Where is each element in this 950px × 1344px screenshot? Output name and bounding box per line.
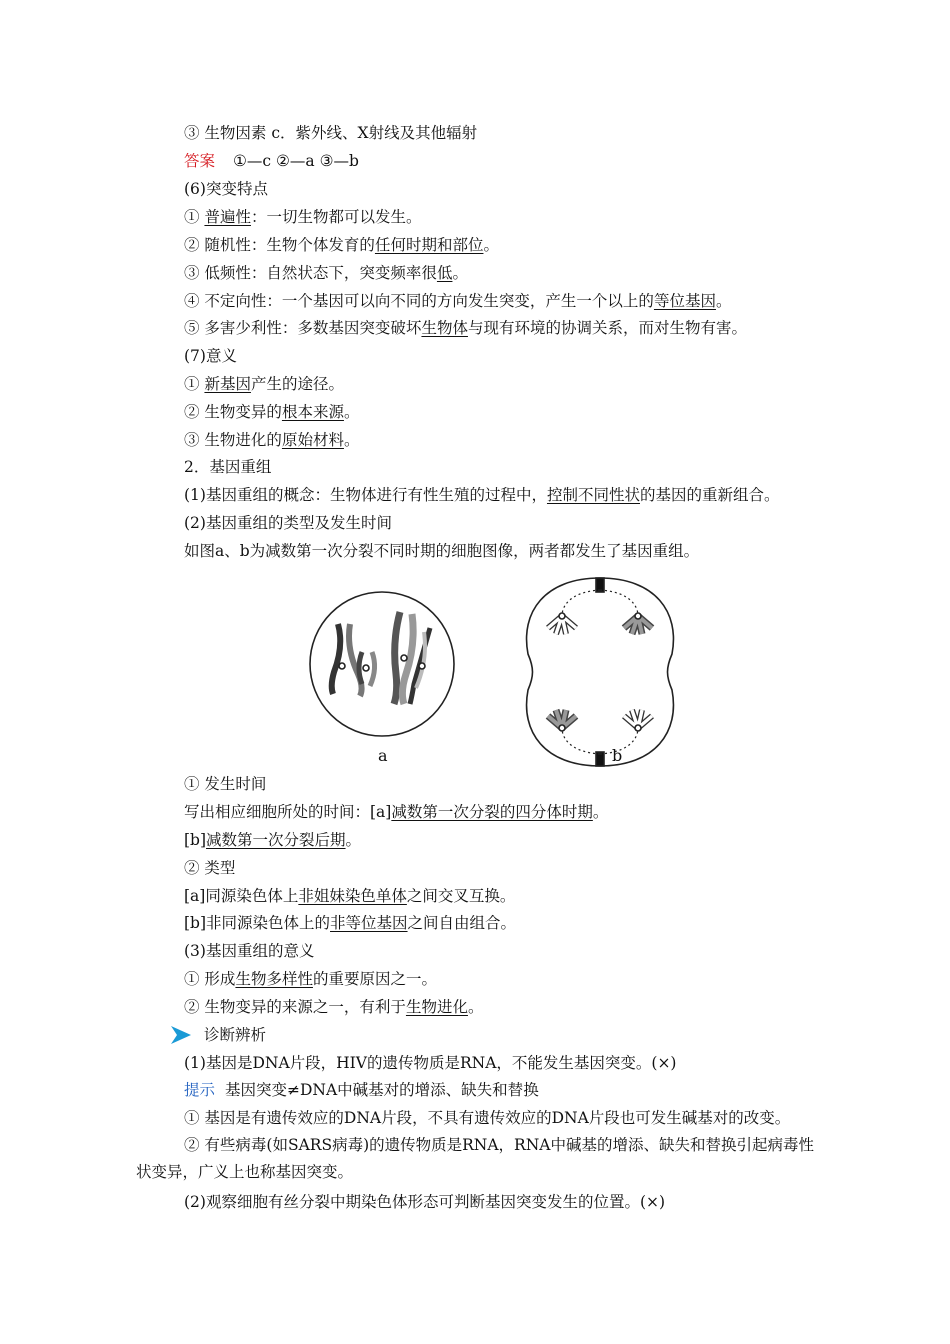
text-span: 写出相应细胞所处的时间：[a] xyxy=(184,803,392,821)
text-span: ① xyxy=(184,208,205,226)
text-span: 。 xyxy=(592,803,609,821)
diagnosis-title: 诊断辨析 xyxy=(204,1026,267,1044)
underlined-answer: 等位基因 xyxy=(653,292,716,310)
underlined-answer: 减数第一次分裂后期 xyxy=(206,831,346,849)
answer-line xyxy=(184,151,359,171)
cell-figure xyxy=(300,572,700,772)
text-line xyxy=(184,374,344,394)
text-line xyxy=(184,830,361,850)
text-span: [b] xyxy=(184,831,207,849)
text-line xyxy=(184,318,747,338)
text-span: 。 xyxy=(452,264,468,282)
text-span: 产生的途径。 xyxy=(250,375,344,393)
section-heading: (6)突变特点 xyxy=(184,180,268,198)
text-span: [a]同源染色体上 xyxy=(184,887,299,905)
text-line xyxy=(184,402,359,422)
text-span: ② 生物变异的来源之一，有利于 xyxy=(184,998,406,1016)
underlined-answer: 生物体 xyxy=(421,319,468,337)
text-span: ② 生物变异的 xyxy=(184,403,282,421)
figure-label-a: a xyxy=(378,746,388,765)
answer-text: ①—c ②—a ③—b xyxy=(233,152,359,170)
figure-label-b: b xyxy=(612,746,623,765)
section-heading: (7)意义 xyxy=(184,347,237,365)
text-line xyxy=(184,997,483,1017)
text-line xyxy=(184,291,731,311)
text-span: 与现有环境的协调关系，而对生物有害。 xyxy=(467,319,747,337)
cell-diagram xyxy=(300,572,700,772)
text-span: 。 xyxy=(467,998,484,1016)
section-heading: ② 类型 xyxy=(184,859,236,877)
text-line: ③ 生物因素 c．紫外线、X射线及其他辐射 xyxy=(184,124,478,142)
text-span: 的基因的重新组合。 xyxy=(639,486,780,504)
underlined-answer: 新基因 xyxy=(204,375,251,393)
text-paragraph: ② 有些病毒(如SARS病毒)的遗传物质是RNA，RNA中碱基的增添、缺失和替换引起病毒性状变异，广义上也称基因突变。 xyxy=(136,1136,814,1181)
section-heading: 2．基因重组 xyxy=(184,458,272,476)
text-span: ④ 不定向性：一个基因可以向不同的方向发生突变，产生一个以上的 xyxy=(184,292,654,310)
text-line xyxy=(184,802,608,822)
text-line xyxy=(184,913,516,933)
text-line: (2)观察细胞有丝分裂中期染色体形态可判断基因突变发生的位置。(×) xyxy=(184,1193,666,1211)
text-span: ：一切生物都可以发生。 xyxy=(250,208,422,226)
text-span: ② 随机性：生物个体发育的 xyxy=(184,236,375,254)
text-span: (1)基因重组的概念：生物体进行有性生殖的过程中， xyxy=(184,486,547,504)
text-line xyxy=(184,207,421,227)
text-span: [b]非同源染色体上的 xyxy=(184,914,331,932)
arrow-icon xyxy=(170,1025,192,1045)
text-line xyxy=(184,263,468,283)
answer-label: 答案 xyxy=(184,152,216,170)
underlined-answer: 低 xyxy=(436,264,453,282)
text-span: 。 xyxy=(343,403,360,421)
underlined-answer: 根本来源 xyxy=(281,403,344,421)
text-span: 之间交叉互换。 xyxy=(406,887,516,905)
text-span: 。 xyxy=(345,831,362,849)
text-line xyxy=(184,430,359,450)
underlined-answer: 非等位基因 xyxy=(330,914,408,932)
text-span: 。 xyxy=(715,292,732,310)
hint-text: 基因突变≠DNA中碱基对的增添、缺失和替换 xyxy=(225,1081,539,1099)
underlined-answer: 非姐妹染色单体 xyxy=(298,887,407,905)
section-heading: (3)基因重组的意义 xyxy=(184,942,315,960)
hint-line xyxy=(184,1080,539,1100)
hint-label: 提示 xyxy=(184,1081,216,1099)
text-span: 的重要原因之一。 xyxy=(312,970,437,988)
underlined-answer: 生物多样性 xyxy=(235,970,313,988)
text-span: 。 xyxy=(343,431,360,449)
text-span: ⑤ 多害少利性：多数基因突变破坏 xyxy=(184,319,422,337)
underlined-answer: 任何时期和部位 xyxy=(374,236,484,254)
underlined-answer: 控制不同性状 xyxy=(546,486,640,504)
underlined-answer: 生物进化 xyxy=(405,998,468,1016)
text-line: 如图a、b为减数第一次分裂不同时期的细胞图像，两者都发生了基因重组。 xyxy=(184,542,700,560)
underlined-answer: 普遍性 xyxy=(204,208,251,226)
text-line: ① 基因是有遗传效应的DNA片段，不具有遗传效应的DNA片段也可发生碱基对的改变。 xyxy=(184,1109,791,1127)
text-line xyxy=(184,969,437,989)
text-line xyxy=(184,235,499,255)
cell-b xyxy=(527,578,674,766)
underlined-answer: 减数第一次分裂的四分体时期 xyxy=(391,803,593,821)
section-heading: (2)基因重组的类型及发生时间 xyxy=(184,514,392,532)
section-heading: ① 发生时间 xyxy=(184,775,267,793)
underlined-answer: 原始材料 xyxy=(281,431,344,449)
text-line: (1)基因是DNA片段，HIV的遗传物质是RNA，不能发生基因突变。(×) xyxy=(184,1054,677,1072)
text-span: 之间自由组合。 xyxy=(407,914,517,932)
text-span: ① xyxy=(184,375,205,393)
text-line xyxy=(184,886,515,906)
text-span: ③ 低频性：自然状态下，突变频率很 xyxy=(184,264,437,282)
text-span: ③ 生物进化的 xyxy=(184,431,282,449)
text-span: 。 xyxy=(483,236,499,254)
text-line xyxy=(184,485,780,505)
text-span: ① 形成 xyxy=(184,970,236,988)
cell-a xyxy=(310,592,454,736)
